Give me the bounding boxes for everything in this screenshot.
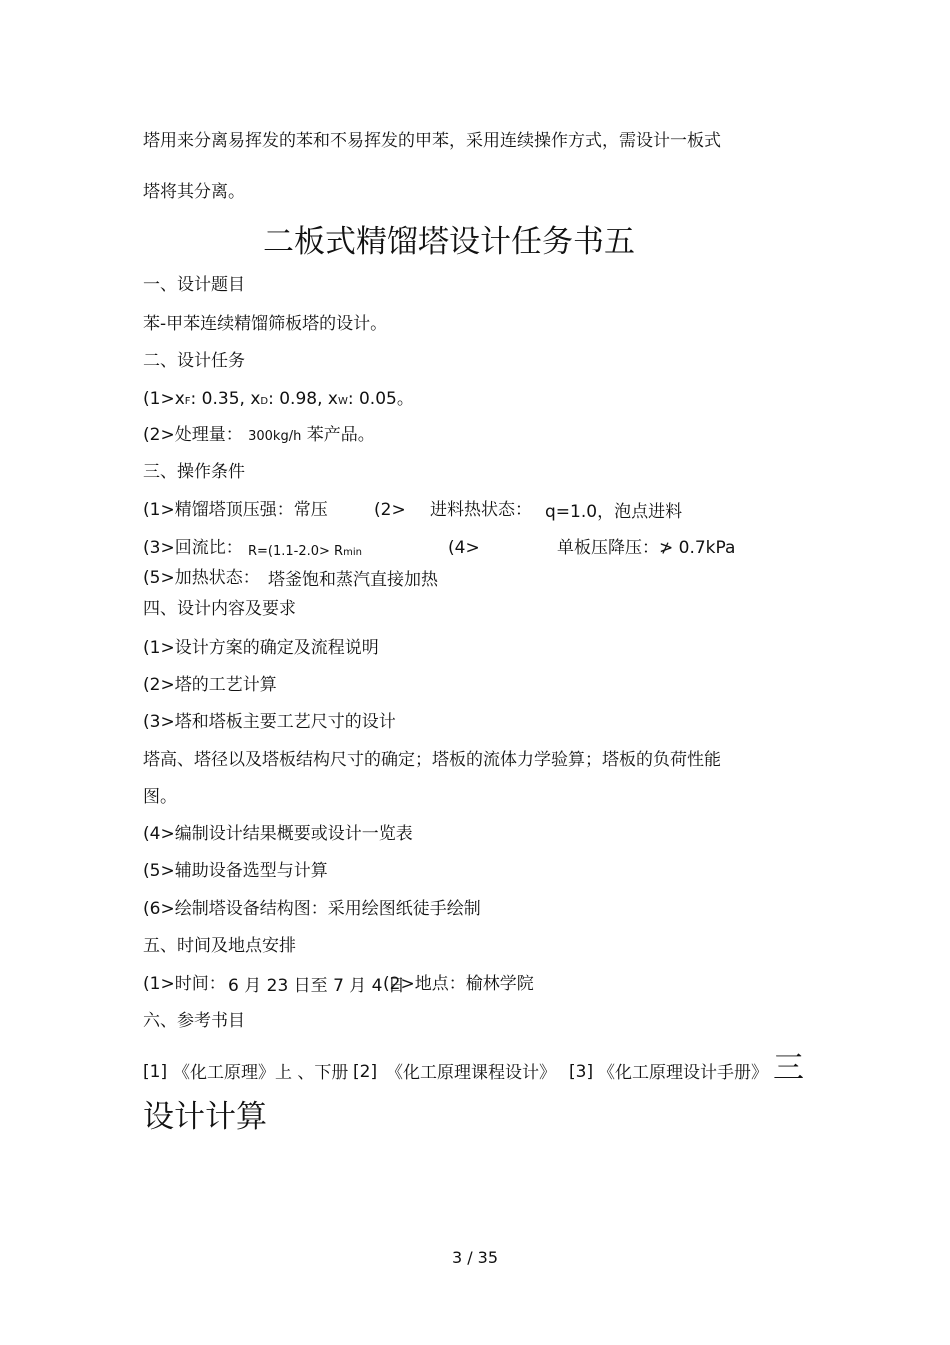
task-item-2-label: (2>处理量：	[143, 425, 243, 445]
page-title: 二板式精馏塔设计任务书五	[263, 224, 635, 260]
requirement-item-3: (3>塔和塔板主要工艺尺寸的设计	[143, 712, 396, 732]
condition-item-3-label: (3>回流比：	[143, 538, 243, 558]
task-item-2-tail: 苯产品。	[306, 425, 375, 445]
next-section-number: 三	[773, 1050, 804, 1086]
page-number: 3 / 35	[451, 1248, 499, 1267]
condition-item-3	[248, 540, 362, 563]
requirement-item-4: (4>编制设计结果概要或设计一览表	[143, 824, 413, 844]
section-4-heading: 四、设计内容及要求	[143, 599, 296, 619]
task-item-2	[143, 425, 375, 447]
task-item-2-value: 300kg/h	[248, 429, 302, 444]
section-2-heading: 二、设计任务	[143, 351, 245, 371]
requirement-item-3-desc-1: 塔高、塔径以及塔板结构尺寸的确定；塔板的流体力学验算；塔板的负荷性能	[143, 750, 721, 770]
requirement-item-2: (2>塔的工艺计算	[143, 675, 277, 695]
condition-item-4-label: (4>	[448, 538, 480, 558]
task-item-1-a: (1>x	[143, 389, 185, 409]
reference-1-text: 《化工原理》上 、下册	[173, 1063, 349, 1083]
requirement-item-3-desc-2: 图。	[143, 787, 177, 807]
task-item-1-b-sub: D	[260, 396, 269, 407]
intro-line-1: 塔用来分离易挥发的苯和不易挥发的甲苯，采用连续操作方式，需设计一板式	[143, 131, 721, 151]
condition-item-4-text: 单板压降压：≯ 0.7kPa	[557, 538, 736, 558]
task-item-1-c-sub: W	[337, 396, 348, 407]
task-item-1-d: : 0.05。	[347, 389, 414, 409]
reference-3-text: 《化工原理设计手册》	[598, 1063, 768, 1083]
condition-item-2-label: (2>	[374, 500, 406, 520]
condition-item-3-value: R=(1.1-2.0> R	[248, 544, 344, 559]
requirement-item-5: (5>辅助设备选型与计算	[143, 861, 328, 881]
section-5-heading: 五、时间及地点安排	[143, 936, 296, 956]
condition-item-2-text: 进料热状态：	[430, 500, 532, 520]
requirement-item-6: (6>绘制塔设备结构图：采用绘图纸徒手绘制	[143, 899, 481, 919]
next-section-title: 设计计算	[143, 1099, 267, 1135]
condition-item-2-value: q=1.0，泡点进料	[545, 502, 683, 522]
condition-item-5-label: (5>加热状态：	[143, 568, 260, 588]
reference-2-text: 《化工原理课程设计》	[386, 1063, 556, 1083]
condition-item-1: (1>精馏塔顶压强：常压	[143, 500, 328, 520]
section-1-heading: 一、设计题目	[143, 275, 245, 295]
reference-3-num: [3]	[569, 1062, 594, 1082]
condition-item-5-value: 塔釜饱和蒸汽直接加热	[268, 570, 438, 590]
requirement-item-1: (1>设计方案的确定及流程说明	[143, 638, 379, 658]
schedule-time-label: (1>时间：	[143, 974, 226, 994]
task-item-1-b: : 0.35, x	[190, 389, 261, 409]
section-3-heading: 三、操作条件	[143, 462, 245, 482]
task-item-1	[143, 389, 414, 412]
task-item-1-a-sub: F	[184, 396, 191, 407]
section-1-text: 苯-甲苯连续精馏筛板塔的设计。	[143, 314, 388, 334]
schedule-time-value: 6 月 23 日至 7 月 4 日	[228, 976, 405, 996]
schedule-place: (2>地点：榆林学院	[383, 974, 534, 994]
task-item-1-c: : 0.98, x	[268, 389, 338, 409]
intro-line-2: 塔将其分离。	[143, 182, 245, 202]
reference-2-num: [2]	[353, 1062, 378, 1082]
reference-1-num: [1]	[143, 1062, 168, 1082]
condition-item-3-sub: min	[343, 547, 362, 558]
section-6-heading: 六、参考书目	[143, 1011, 245, 1031]
